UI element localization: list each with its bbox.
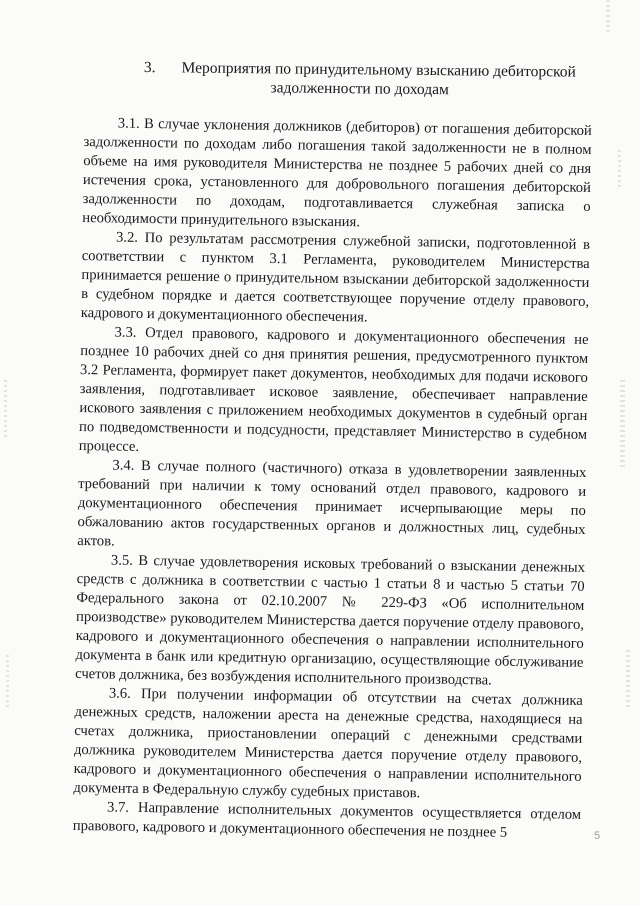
scan-edge-artifact: [620, 380, 625, 470]
scan-edge-artifact: [606, 0, 610, 32]
scan-edge-artifact: [6, 655, 9, 710]
paragraph-3-3: 3.3. Отдел правового, кадрового и документационного обеспечения не позднее 10 рабочих дней со дня принятия решения, предусмотренного пунктом 3.2 Регламента, формирует пакет документов, необходимых для подачи искового заявления, подготавливает исковое заявление, обеспечивает направление искового заявления с приложением необходимых документов в судебный орган по подведомственности и подсудности, представляет Министерство в судебном процессе.: [78, 324, 589, 455]
section-title: Мероприятия по принудительному взысканию дебиторской задолженности по доходам: [181, 59, 576, 99]
section-heading: [140, 58, 580, 101]
paragraph-3-7: 3.7. Направление исполнительных документов осуществляется отделом правового, кадрового и документационного обеспечения не позднее 5: [72, 799, 582, 841]
paragraph-3-1: 3.1. В случае уклонения должников (дебиторов) от погашения дебиторской задолженности по доходам либо погашения такой задолженности не в полном объеме на имя руководителя Министерства не позднее 5 рабочих дней со дня истечения срока, установленного для добровольного погашения дебиторской задолженности по доходам, подготавливается служебная записка о необходимости принудительного взыскания.: [82, 115, 592, 231]
scan-edge-artifact: [618, 150, 621, 190]
paragraph-3-6: 3.6. При получении информации об отсутствии на счетах должника денежных средств, наложении ареста на денежные средства, находящиеся на счетах должника, приостановлении операций с денежными средствами должника руководителем Министерства дается поручение отделу правового, кадрового и документационного обеспечения о направлении исполнительного документа в Федеральную службу судебных приставов.: [73, 685, 583, 802]
section-number: 3.: [143, 59, 156, 77]
paragraph-3-5: 3.5. В случае удовлетворения исковых требований о взыскании денежных средств с должника в соответствии с частью 1 статьи 8 и частью 5 статьи 70 Федерального закона от 02.10.2007 № 229-ФЗ «Об исполнительном производстве» руководителем Министерства дается поручение отделу правового, кадрового и документационного обеспечения о направлении исполнительного документа в банк или кредитную организацию, осуществляющие обслуживание счетов должника, без возбуждения исполнительного производства.: [75, 552, 586, 689]
page-number: 5: [594, 830, 601, 842]
paragraph-3-2: 3.2. По результатам рассмотрения служебной записки, подготовленной в соответствии с пунктом 3.1 Регламента, руководителем Министерства принимается решение о принудительном взыскании дебиторской задолженности в судебном порядке и дается соответствующее поручение отделу правового, кадрового и документационного обеспечения.: [80, 229, 591, 326]
document-body: [73, 114, 592, 844]
paragraph-3-4: 3.4. В случае полного (частичного) отказа в удовлетворении заявленных требований при наличии к тому оснований отдел правового, кадрового и документационного обеспечения принимает исчерпывающие меры по обжалованию актов государственных органов и должностных лиц, судебных актов.: [77, 457, 587, 550]
scan-edge-artifact: [4, 380, 7, 440]
scan-edge-artifact: [626, 650, 630, 710]
